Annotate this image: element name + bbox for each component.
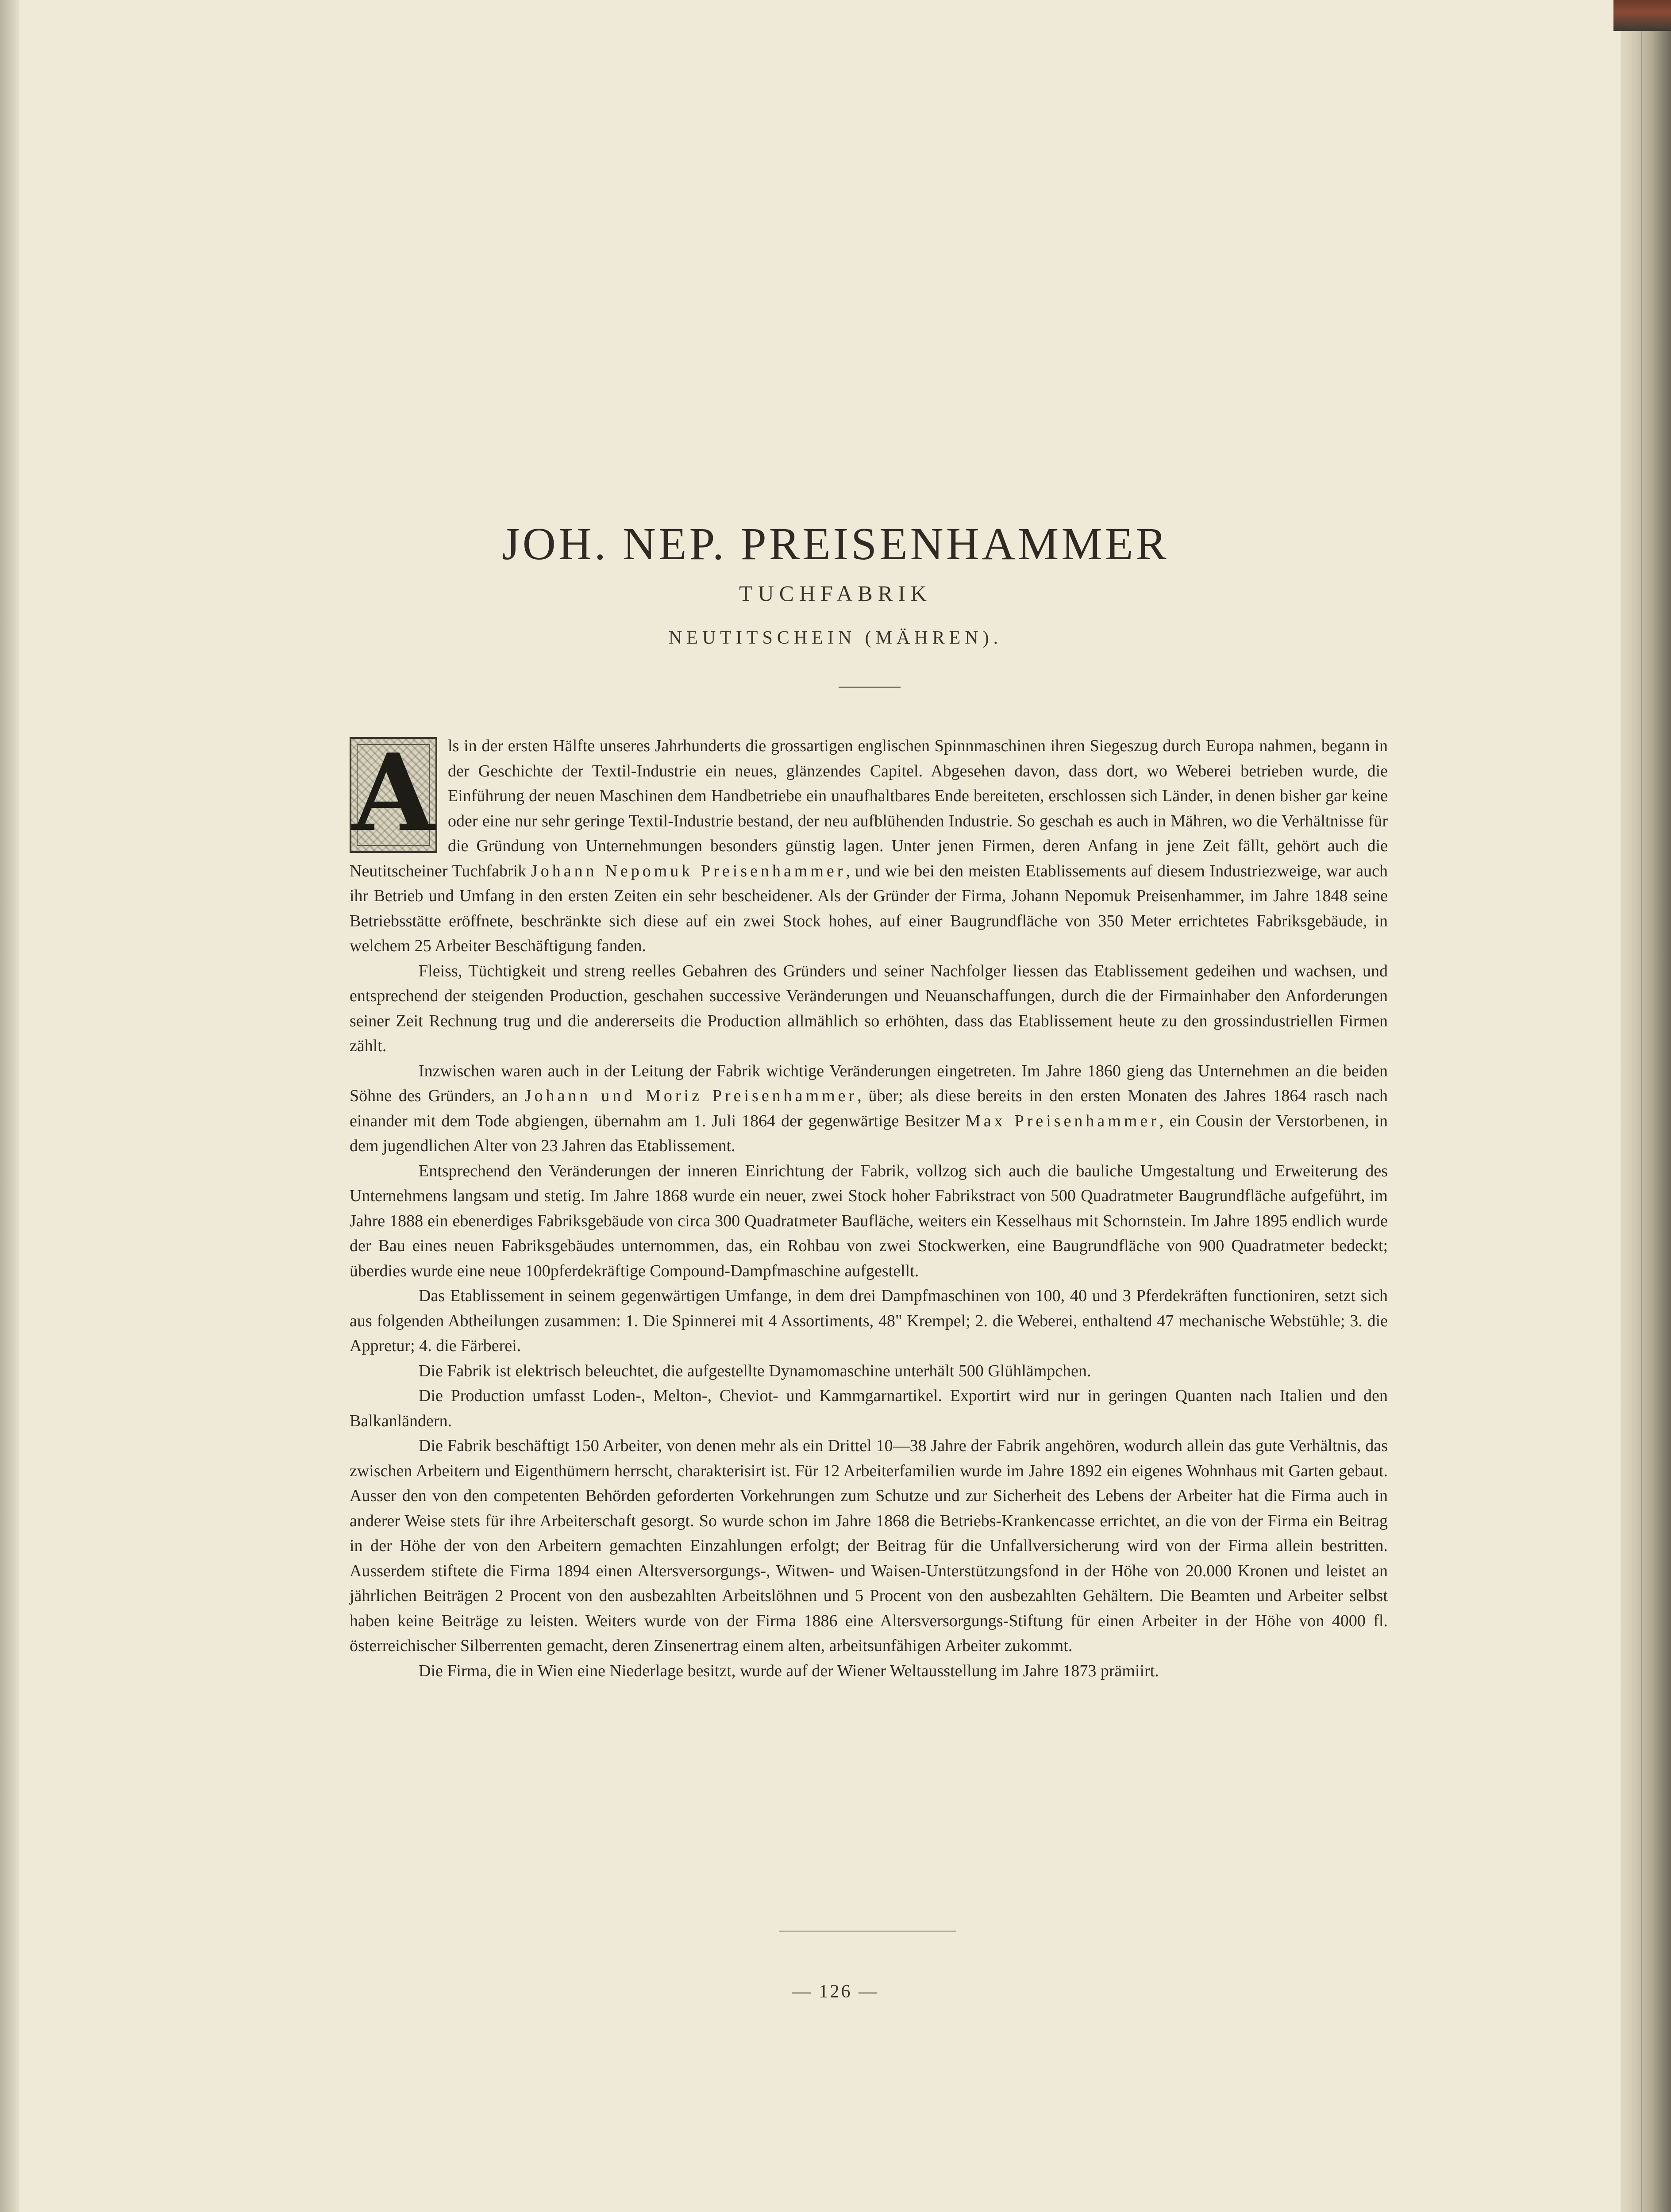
decorated-initial xyxy=(350,730,437,855)
paragraph-text: , ein Cousin der Verstorbenen, in dem jugendlichen Alter von 23 Jahren das Etablissement. xyxy=(350,1111,1388,1155)
scan-edge-left xyxy=(0,0,19,2212)
paragraph-5: Das Etablissement in seinem gegenwärtigen Umfange, in dem drei Dampfmaschinen von 100, 40 und 3 Pferdekräften functioniren, setzt sich aus folgenden Abtheilungen zusammen: 1. Die Spinnerei mit 4 Assortiments, 48" Krempel; 2. die Weberei, enthaltend 47 mechanische Webstühle; 3. die Appretur; 4. die Färberei. xyxy=(350,1286,1388,1355)
page-number: — 126 — xyxy=(792,1982,879,2002)
paragraph-7: Die Production umfasst Loden-, Melton-, Cheviot- und Kammgarnartikel. Exportirt wird nur in geringen Quanten nach Italien und den Balkanländern. xyxy=(350,1386,1388,1430)
page-subtitle: TUCHFABRIK xyxy=(739,581,932,606)
sons-names: Johann und Moriz Preisenhammer xyxy=(524,1087,858,1105)
gutter-line xyxy=(1655,0,1656,2212)
paragraph-text: ls in der ersten Hälfte unseres Jahrhunderts die grossartigen englischen Spinnmaschinen ihren Siegeszug durch Europa nahmen, begann in der Geschichte der Textil-Industrie ein neues, glänzendes Capitel. Abgesehen davon, dass dort, wo Weberei betrieben wurde, die Einführung der neuen Maschinen dem Handbetriebe ein unaufhaltbares Ende bereiteten, erschlossen sich Länder, in denen bisher gar keine oder eine nur sehr geringe Textil-Industrie bestand, der neu aufblühenden Industrie. So geschah es auch in Mähren, wo die Verhältnisse für die Gründung von Unternehmungen besonders günstig lagen. Unter jenen Firmen, deren Anfang in jene Zeit fällt, gehört auch die Neutitscheiner Tuchfabrik xyxy=(350,737,1388,880)
book-gutter xyxy=(1621,0,1671,2212)
paragraph-8: Die Fabrik beschäftigt 150 Arbeiter, von denen mehr als ein Drittel 10—38 Jahre der Fabrik angehören, wodurch allein das gute Verhältnis, das zwischen Arbeitern und Eigenthümern herrscht, charakterisirt ist. Für 12 Arbeiterfamilien wurde im Jahre 1892 ein eigenes Wohnhaus mit Garten gebaut. Ausser den von den competenten Behörden geforderten Vorkehrungen zum Schutze und zur Sicherheit des Lebens der Arbeiter hat die Firma auch in anderer Weise stets für ihre Arbeiterschaft gesorgt. So wurde schon im Jahre 1868 die Betriebs-Krankencasse errichtet, an die von der Firma ein Beitrag in der Höhe der von den Arbeitern gemachten Einzahlungen erfolgt; der Beitrag für die Unfallversicherung wird von der Firma allein bestritten. Ausserdem stiftete die Firma 1894 einen Altersversorgungs-, Witwen- und Waisen-Unterstützungsfond in der Höhe von 20.000 Kronen und leistet an jährlichen Beiträgen 2 Procent von den ausbezahlten Arbeitslöhnen und 5 Procent von den ausbezahlten Gehältern. Die Beamten und Arbeiter selbst haben keine Beiträge zu leisten. Weiters wurde von der Firma 1886 eine Altersversorgungs-Stiftung für einen Arbeiter in der Höhe von 4000 fl. österreichischer Silberrenten gemacht, deren Zinsenertrag einem alten, arbeitsunfähigen Arbeiter zukommt. xyxy=(350,1436,1388,1655)
location-line: NEUTITSCHEIN (MÄHREN). xyxy=(668,628,1003,648)
owner-name: Max Preisenhammer xyxy=(965,1111,1159,1130)
paragraph-text: Inzwischen waren auch in der Leitung der Fabrik wichtige Veränderungen eingetreten. Im Jahre 1860 gieng das Unternehmen an die beiden Söhne des Gründers, an xyxy=(350,1061,1388,1105)
paragraph-3 xyxy=(350,1059,1388,1159)
gutter-line xyxy=(1641,0,1642,2212)
paragraph-1 xyxy=(350,730,1388,959)
divider-top xyxy=(839,687,901,688)
article-body xyxy=(350,730,1388,1683)
paragraph-6: Die Fabrik ist elektrisch beleuchtet, die aufgestellte Dynamomaschine unterhält 500 Glühlämpchen. xyxy=(419,1361,1091,1380)
founder-name: Johann Nepomuk Preisenhammer xyxy=(531,861,846,880)
paragraph-9: Die Firma, die in Wien eine Niederlage besitzt, wurde auf der Wiener Weltausstellung im Jahre 1873 prämiirt. xyxy=(419,1661,1159,1680)
paragraph-text: , über; als diese bereits in den ersten Monaten des Jahres 1864 rasch nach einander mit dem Tode abgiengen, übernahm am 1. Juli 1864 der gegenwärtige Besitzer xyxy=(350,1087,1388,1130)
initial-letter: A xyxy=(352,730,435,855)
divider-bottom xyxy=(779,1931,956,1932)
page-title: JOH. NEP. PREISENHAMMER xyxy=(502,518,1169,569)
paragraph-2: Fleiss, Tüchtigkeit und streng reelles Gebahren des Gründers und seiner Nachfolger liessen das Etablissement gedeihen und wachsen, und entsprechend der steigenden Production, geschahen successive Veränderungen und Neuanschaffungen, durch die der Firmainhaber den Anforderungen seiner Zeit Rechnung trug und die andererseits die Production allmählich so erhöhten, dass das Etablissement heute zu den grossindustriellen Firmen zählt. xyxy=(350,961,1388,1055)
initial-frame xyxy=(352,730,435,855)
paragraph-4: Entsprechend den Veränderungen der inneren Einrichtung der Fabrik, vollzog sich auch die bauliche Umgestaltung und Erweiterung des Unternehmens langsam und stetig. Im Jahre 1868 wurde ein neuer, zwei Stock hoher Fabrikstract von 500 Quadratmeter Baugrundfläche aufgeführt, im Jahre 1888 ein ebenerdiges Fabriksgebäude von circa 300 Quadratmeter Baufläche, weiters ein Kesselhaus mit Schornstein. Im Jahre 1895 endlich wurde der Bau eines neuen Fabriksgebäudes unternommen, das, ein Rohbau von zwei Stockwerken, eine Baugrundfläche von 900 Quadratmeter bedeckt; überdies wurde eine neue 100pferdekräftige Compound-Dampfmaschine aufgestellt. xyxy=(350,1161,1388,1280)
book-cover-corner xyxy=(1613,0,1671,31)
paragraph-text: , und wie bei den meisten Etablissements auf diesem Industriezweige, war auch ihr Betrieb und Umfang in den ersten Zeiten ein sehr bescheidener. Als der Gründer der Firma, Johann Nepomuk Preisenhammer, im Jahre 1848 seine Betriebsstätte eröffnete, beschränkte sich diese auf ein zwei Stock hohes, auf einer Baugrundfläche von 350 Meter errichtetes Fabriksgebäude, in welchem 25 Arbeiter Beschäftigung fanden. xyxy=(350,861,1388,955)
